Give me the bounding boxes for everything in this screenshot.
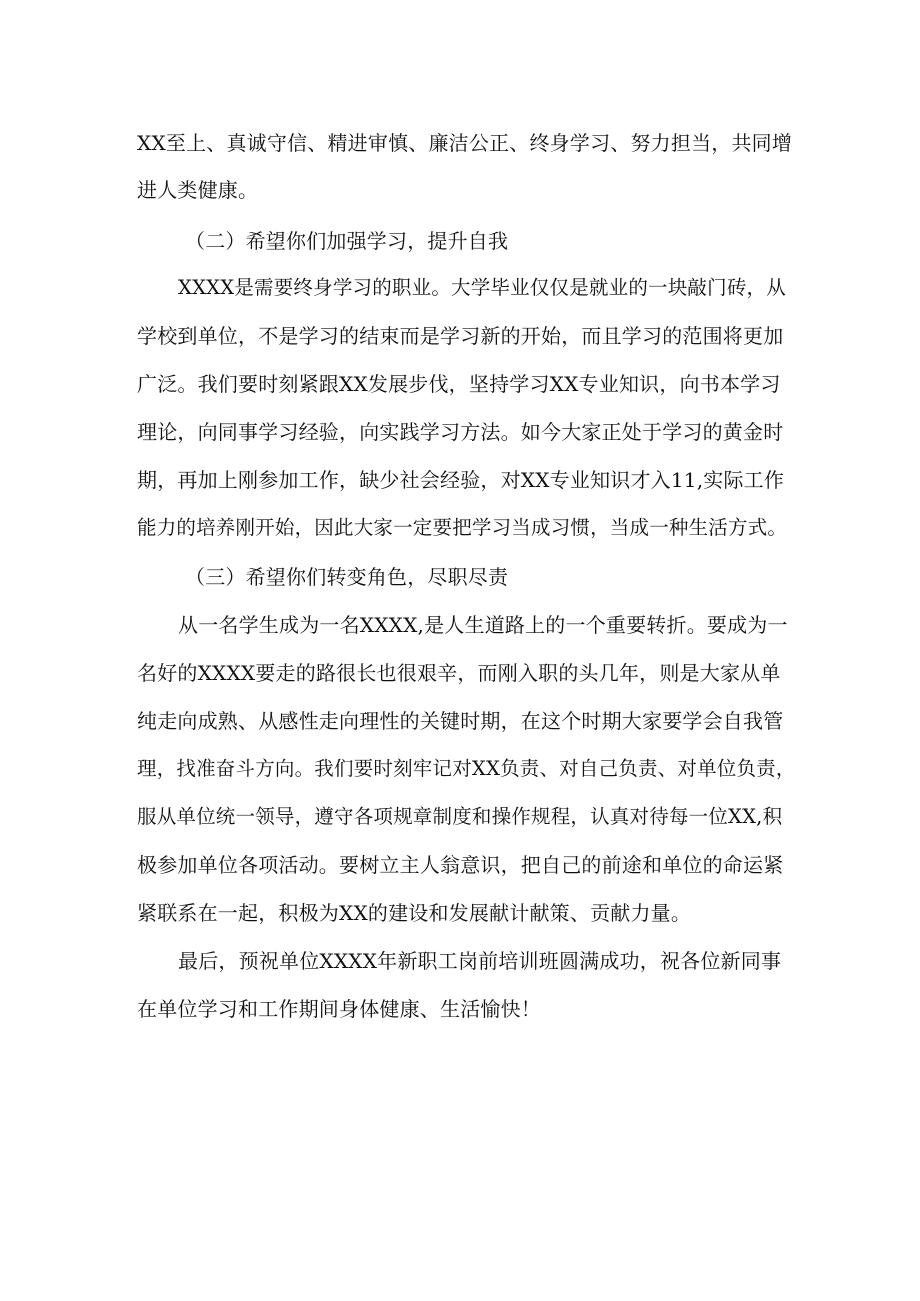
text-line: 理，找准奋斗方向。我们要时刻牢记对XX负责、对自己负责、对单位负责， [137, 757, 796, 780]
text-line: 期，再加上刚参加工作，缺少社会经验，对XX专业知识才入11,实际工作 [137, 468, 785, 492]
section-heading: （三）希望你们转变角色，尽职尽责 [185, 565, 509, 589]
text-line: XXXX是需要终身学习的职业。大学毕业仅仅是就业的一块敲门砖，从 [178, 276, 786, 299]
text-line: 能力的培养刚开始，因此大家一定要把学习当成习惯，当成一种生活方式。 [137, 516, 788, 539]
text-line: 从一名学生成为一名XXXX,是人生道路上的一个重要转折。要成为一 [178, 613, 788, 637]
text-line: 学校到单位，不是学习的结束而是学习新的开始，而且学习的范围将更加 [137, 324, 784, 348]
text-line: 理论，向同事学习经验，向实践学习方法。如今大家正处于学习的黄金时 [137, 420, 784, 444]
text-line: 在单位学习和工作期间身体健康、生活愉快！ [137, 997, 541, 1021]
text-line: 紧联系在一起，积极为XX的建设和发展献计献策、贡献力量。 [137, 901, 692, 925]
text-line: 服从单位统一领导，遵守各项规章制度和操作规程，认真对待每一位XX,积 [137, 805, 783, 828]
section-heading: （二）希望你们加强学习，提升自我 [185, 229, 509, 253]
text-line: 纯走向成熟、从感性走向理性的关键时期，在这个时期大家要学会自我管 [137, 709, 784, 733]
text-line: 最后，预祝单位XXXX年新职工岗前培训班圆满成功，祝各位新同事 [178, 949, 782, 973]
text-line: 广泛。我们要时刻紧跟XX发展步伐，坚持学习XX专业知识，向书本学习 [137, 372, 781, 396]
text-line: 极参加单位各项活动。要树立主人翁意识，把自己的前途和单位的命运紧 [137, 853, 784, 877]
text-line: 名好的XXXX要走的路很长也很艰辛，而刚入职的头几年，则是大家从单 [137, 661, 781, 685]
text-line: 进人类健康。 [137, 178, 259, 202]
text-line: XX至上、真诚守信、精进审慎、廉洁公正、终身学习、努力担当，共同增 [137, 131, 793, 155]
